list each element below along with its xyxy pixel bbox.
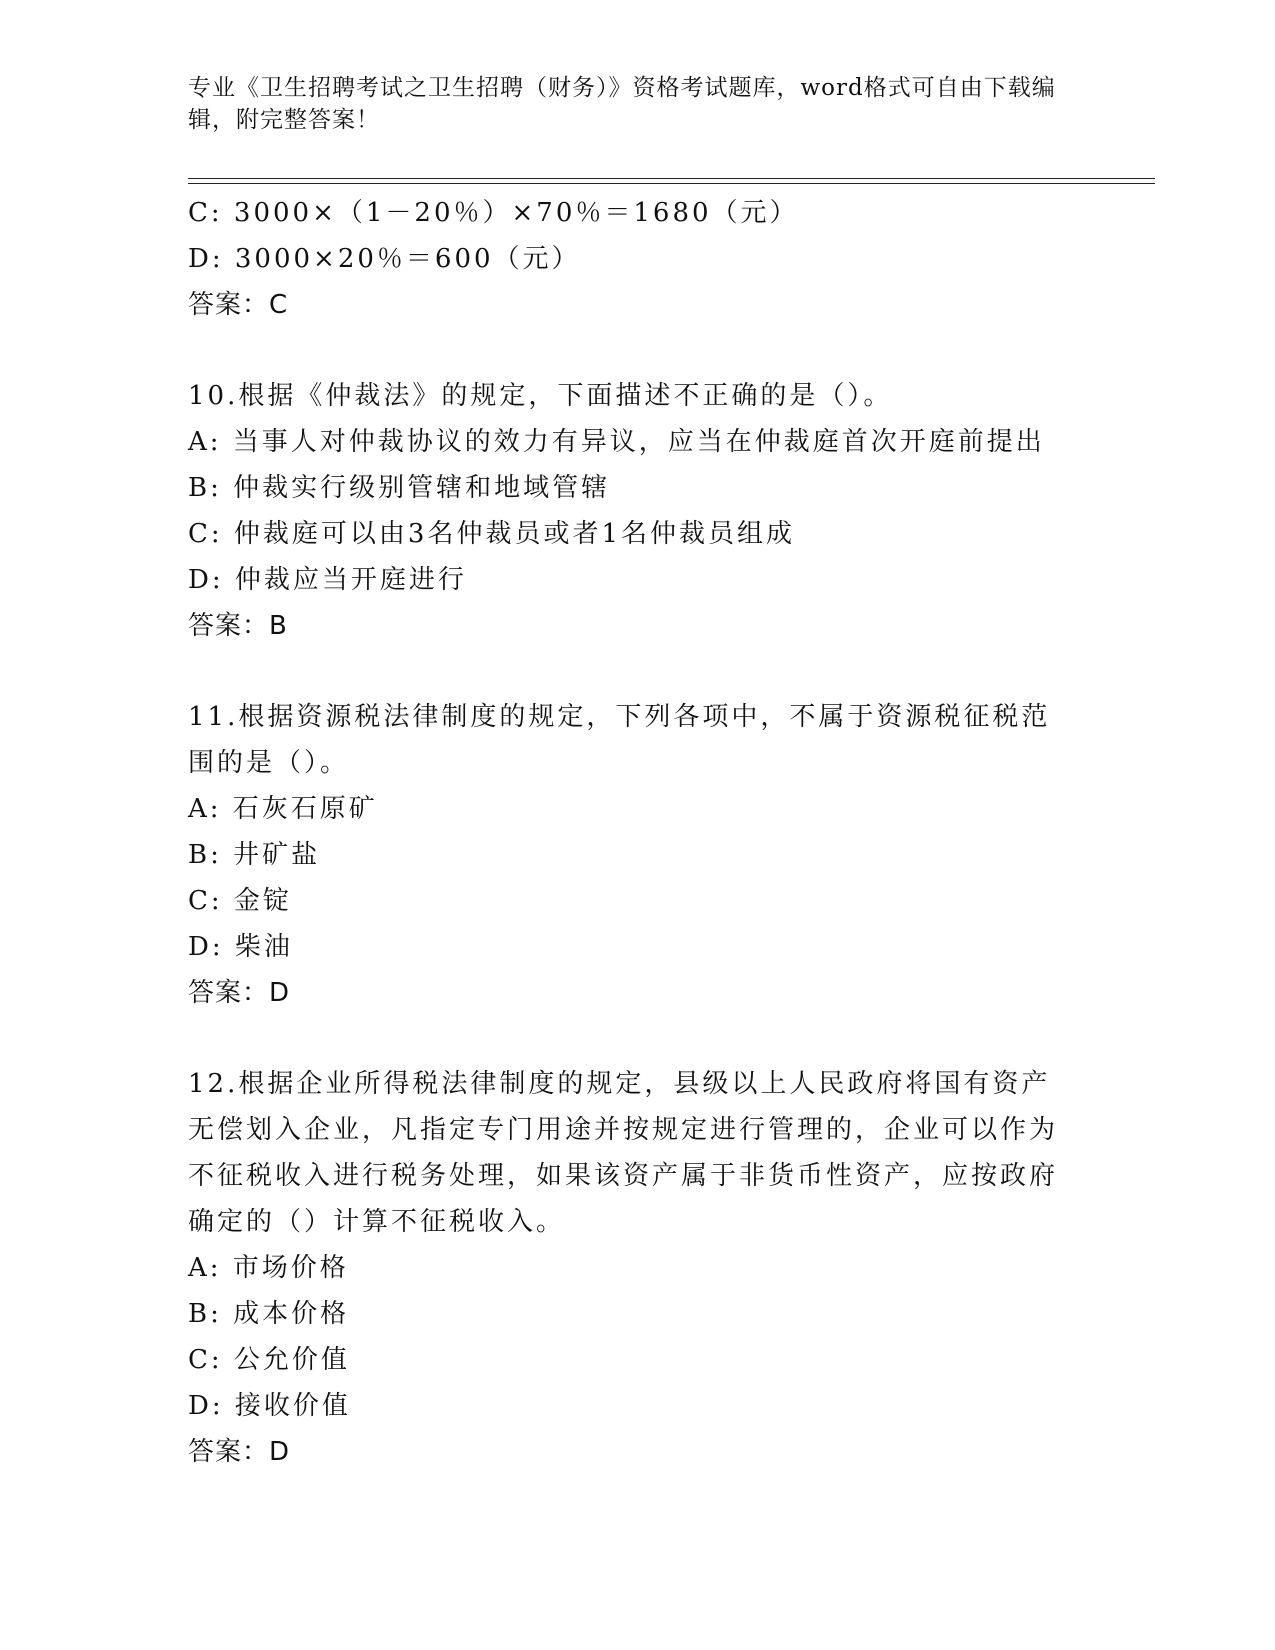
option-b: B: 仲裁实行级别管辖和地域管辖 [188,473,611,503]
answer-line: 答案：B [188,611,288,641]
question-11 [188,694,1088,1016]
option-c: C: 仲裁庭可以由3名仲裁员或者1名仲裁员组成 [188,519,796,549]
option-b: B: 井矿盐 [188,840,321,870]
answer-line: 答案：D [188,1437,291,1467]
question-stem: 10.根据《仲裁法》的规定，下面描述不正确的是（）。 [188,381,893,411]
option-d: D: 接收价值 [188,1391,351,1421]
header-rule-bottom [188,183,1155,184]
option-c: C: 公允价值 [188,1345,350,1375]
question-10 [188,373,1088,649]
answer-line: 答案：D [188,978,291,1008]
spacer [188,1016,1088,1061]
answer-line: 答案：C [188,290,289,320]
question-stem: 11.根据资源税法律制度的规定，下列各项中，不属于资源税征税范围的是（）。 [188,702,1051,778]
question-content [188,190,1088,1475]
spacer [188,649,1088,694]
option-c: C: 3000×（1－20％）×70％＝1680（元） [188,198,799,228]
previous-question-tail [188,190,1088,328]
option-d: D: 柴油 [188,932,293,962]
header-rule-top [188,178,1155,179]
option-a: A: 石灰石原矿 [188,794,378,824]
option-d: D: 仲裁应当开庭进行 [188,565,467,595]
option-d: D: 3000×20％＝600（元） [188,244,581,274]
spacer [188,328,1088,373]
document-header: 专业《卫生招聘考试之卫生招聘（财务）》资格考试题库，word格式可自由下载编辑，附完整答案！ [188,75,1056,133]
option-a: A: 市场价格 [188,1253,349,1283]
question-stem: 12.根据企业所得税法律制度的规定，县级以上人民政府将国有资产无偿划入企业，凡指定专门用途并按规定进行管理的，企业可以作为不征税收入进行税务处理，如果该资产属于非货币性资产，应按政府确定的（）计算不征税收入。 [188,1069,1059,1237]
question-12 [188,1061,1088,1475]
option-a: A: 当事人对仲裁协议的效力有异议，应当在仲裁庭首次开庭前提出 [188,427,1045,457]
option-b: B: 成本价格 [188,1299,350,1329]
option-c: C: 金锭 [188,886,292,916]
